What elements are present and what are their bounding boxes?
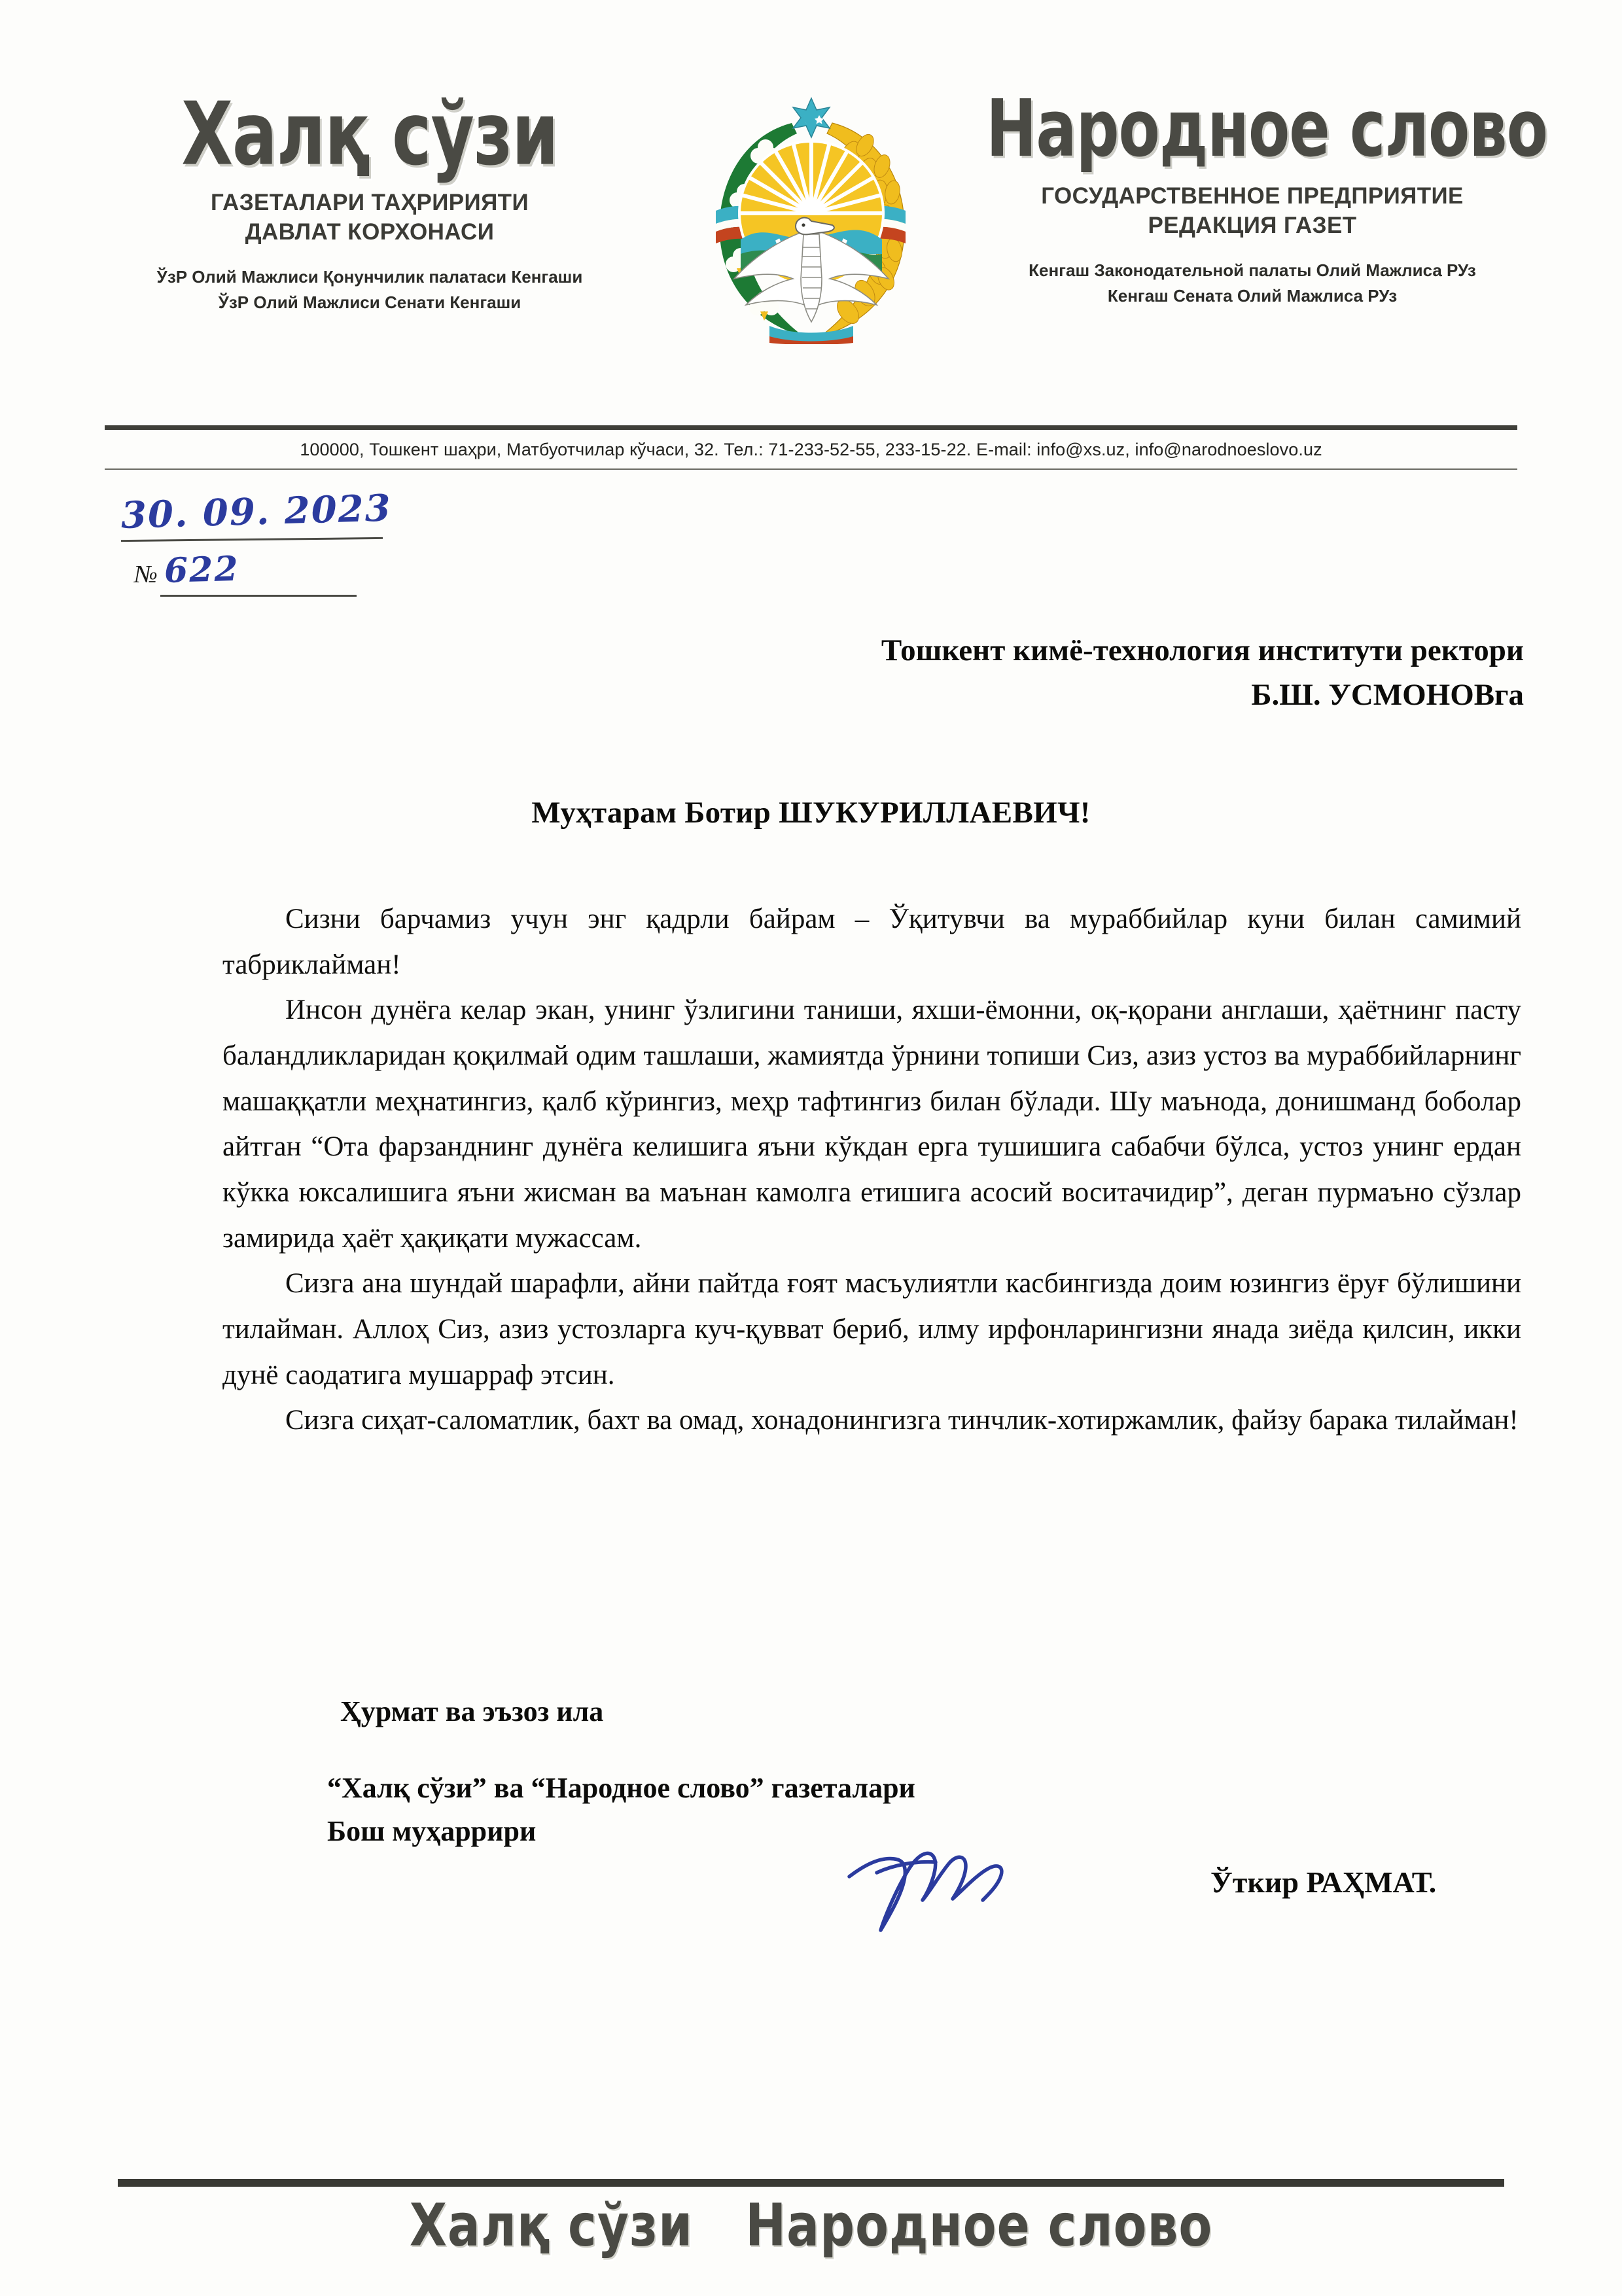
body-paragraph: Инсон дунёга келар экан, унинг ўзлигини таниши, яхши-ёмонни, оқ-қорани англаши, ҳаётнинг пасту баландликларидан қоқилмай одим ташлаши, жамиятда ўрнини топиши Сиз, азиз устоз ва мураббийларнинг машаққатли меҳнатингиз, қалб кўрингиз, меҳр тафтингиз билан бўлади. Шу маънода, донишманд боболар айтган “Ота фарзанднинг дунёга келишига яъни кўкдан ерга тушишига сабабчи бўлса, устоз унинг ердан кўкка юксалишига яъни жисман ва маънан камолга етишига асосий воситачидир”, деган пурмаъно сўзлар замирида ҳаёт ҳақиқати мужассам.	[222, 995, 1521, 1254]
letterhead-left-council-line1: ЎзР Олий Мажлиси Қонунчилик палатаси Кенгаши	[156, 266, 583, 287]
masthead-russian: Народное слово	[986, 83, 1547, 175]
signer-organization	[327, 1767, 915, 1853]
letterhead-left-subtitle-line2: ДАВЛАТ КОРХОНАСИ	[245, 219, 495, 245]
letterhead	[98, 79, 1547, 340]
uzbekistan-state-emblem-icon	[694, 82, 929, 344]
letterhead-address: 100000, Тошкент шаҳри, Матбуотчилар кўчаси, 32. Тел.: 71-233-52-55, 233-15-22. E-mail: info@xs.uz, info@narodnoeslovo.uz	[300, 440, 1322, 459]
document-number-row	[134, 548, 461, 591]
letterhead-right-subtitle-line1: ГОСУДАРСТВЕННОЕ ПРЕДПРИЯТИЕ	[1041, 183, 1464, 209]
letterhead-left-subtitle-line1: ГАЗЕТАЛАРИ ТАҲРИРИЯТИ	[210, 190, 529, 215]
letterhead-left-council	[98, 264, 641, 315]
document-number-underline	[160, 595, 357, 597]
letterhead-left-column	[98, 79, 641, 315]
footer-masthead: Халқ сўзи Народное слово	[409, 2192, 1213, 2260]
body-paragraph: Сизга ана шундай шарафли, айни пайтда ғоят масъулиятли касбингизда доим юзингиз ёруғ бўлишини тилайман. Аллоҳ Сиз, азиз устозларга куч-қувват бериб, илму ирфонларингизни янада зиёда қилсин, икки дунё саодатига мушарраф этсин.	[222, 1268, 1521, 1390]
signer-name: Ўткир РАҲМАТ.	[1210, 1865, 1437, 1899]
reference-block	[120, 486, 461, 597]
signer-organization-line1: “Халқ сўзи” ва “Народное слово” газеталари	[327, 1772, 915, 1804]
date-underline	[121, 537, 383, 542]
letter-body	[222, 896, 1521, 1443]
letterhead-right-subtitle	[981, 182, 1524, 241]
letterhead-right-council-line1: Кенгаш Законодательной палаты Олий Мажлиса РУз	[1029, 260, 1476, 280]
addressee-line-2: Б.Ш. УСМОНОВга	[1251, 678, 1524, 713]
body-paragraph: Сизга сиҳат-саломатлик, бахт ва омад, хонадонингизга тинчлик-хотиржамлик, файзу барака тилайман!	[285, 1405, 1519, 1436]
letterhead-right-council-line2: Кенгаш Сената Олий Мажлиса РУз	[1107, 285, 1398, 306]
addressee-line-1: Тошкент кимё-технология институти ректори	[881, 633, 1524, 667]
body-paragraph: Сизни барчамиз учун энг қадрли байрам – Ўқитувчи ва мураббийлар куни билан самимий табриклайман!	[222, 904, 1521, 980]
closing-phrase: Ҳурмат ва эъзоз ила	[340, 1695, 604, 1727]
header-divider-thin	[105, 468, 1517, 470]
footer-divider	[118, 2179, 1504, 2187]
letterhead-left-subtitle	[98, 188, 641, 247]
letterhead-left-council-line2: ЎзР Олий Мажлиси Сенати Кенгаши	[218, 292, 521, 312]
date-handwritten: 30. 09. 2023	[120, 486, 393, 537]
masthead-uzbek: Халқ сўзи	[181, 82, 558, 185]
header-divider-thick	[105, 425, 1517, 430]
letterhead-right-subtitle-line2: РЕДАКЦИЯ ГАЗЕТ	[1148, 212, 1357, 238]
letterhead-right-column	[981, 79, 1547, 309]
letterhead-right-council	[981, 258, 1524, 309]
addressee-block	[647, 628, 1524, 717]
emblem-container	[687, 79, 936, 344]
handwritten-signature-icon	[837, 1826, 1138, 1937]
document-number-label: №	[134, 561, 158, 588]
salutation: Муҳтарам Ботир ШУКУРИЛЛАЕВИЧ!	[531, 796, 1091, 830]
document-number-handwritten: 622	[163, 548, 240, 591]
signer-organization-line2: Бош муҳаррири	[327, 1815, 537, 1847]
